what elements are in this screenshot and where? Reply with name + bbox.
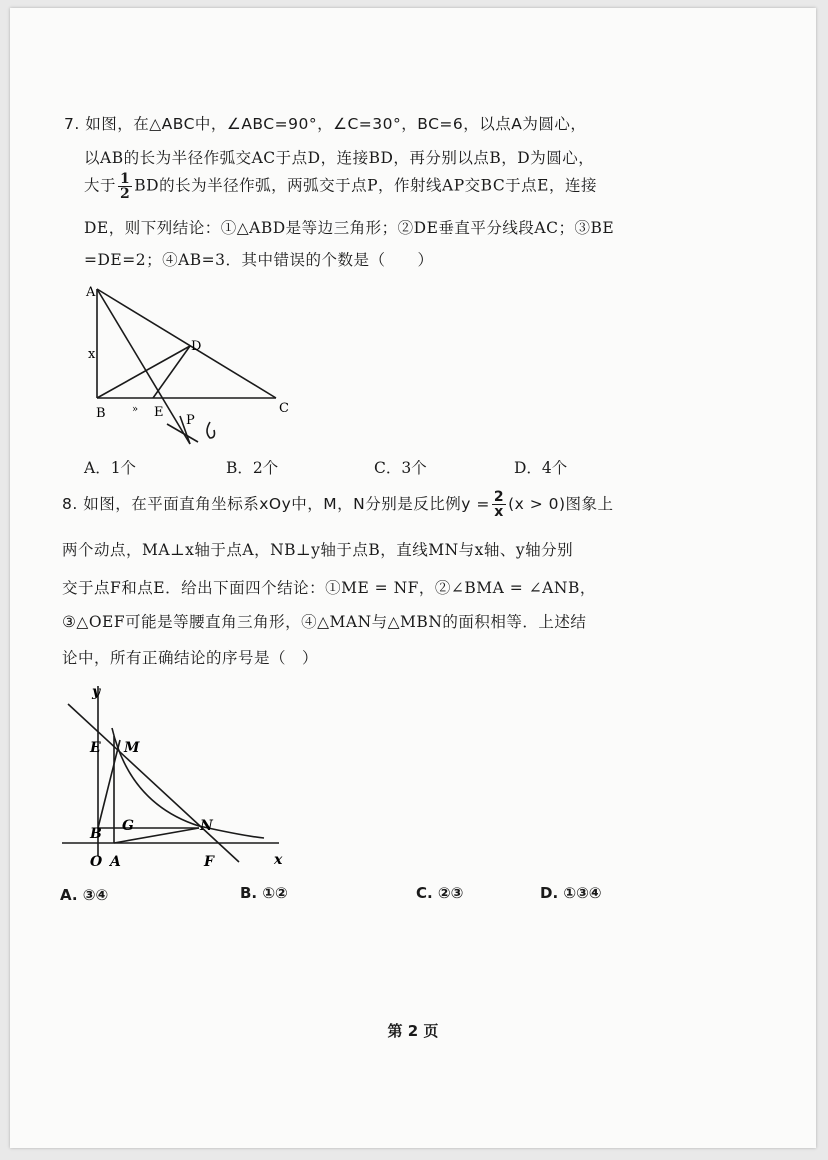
q7-fraction bbox=[118, 172, 132, 201]
q7-frac-den: 2 bbox=[120, 186, 131, 202]
q7-segment-bd bbox=[97, 346, 190, 398]
q7-option-d[interactable]: D．4个 bbox=[514, 459, 568, 477]
q8-line-1-pre: 8. 如图，在平面直角坐标系xOy中，M，N分别是反比例y = bbox=[62, 495, 490, 513]
q7-tick-marks: » bbox=[132, 404, 139, 415]
q7-label-p: P bbox=[186, 413, 195, 428]
q7-line-4: DE，则下列结论：①△ABD是等边三角形；②DE垂直平分线段AC；③BE bbox=[84, 219, 615, 237]
q7-line-3-pre: 大于 bbox=[84, 176, 117, 195]
q7-option-b[interactable]: B．2个 bbox=[226, 459, 279, 477]
q8-line-3: 交于点F和点E．给出下面四个结论：①ME = NF，②∠BMA = ∠ANB， bbox=[62, 579, 596, 597]
q8-frac-den: x bbox=[494, 504, 504, 520]
exam-page bbox=[10, 8, 816, 1148]
q8-line-4: ③△OEF可能是等腰直角三角形，④△MAN与△MBN的面积相等．上述结 bbox=[62, 613, 587, 631]
q8-label-f: F bbox=[204, 854, 214, 870]
q8-label-x: x bbox=[274, 852, 283, 868]
q7-figure bbox=[70, 272, 310, 452]
q7-label-a: A bbox=[86, 285, 96, 300]
q8-segment-bm bbox=[98, 740, 120, 828]
q8-option-d[interactable]: D. ①③④ bbox=[540, 884, 602, 902]
q8-label-m: M bbox=[124, 740, 140, 756]
q8-option-c[interactable]: C. ②③ bbox=[416, 884, 464, 902]
q8-label-a: A bbox=[110, 854, 121, 870]
q8-label-g: G bbox=[122, 818, 134, 834]
q8-fraction bbox=[492, 490, 506, 519]
q7-segment-de bbox=[153, 346, 190, 398]
q7-line-3 bbox=[84, 172, 597, 201]
q8-option-b[interactable]: B. ①② bbox=[240, 884, 288, 902]
q7-option-a[interactable]: A．1个 bbox=[84, 459, 137, 477]
q8-line-5: 论中，所有正确结论的序号是（ ） bbox=[62, 649, 319, 667]
q7-label-x: x bbox=[88, 347, 96, 362]
page-number: 第 2 页 bbox=[387, 1022, 439, 1040]
q8-label-e: E bbox=[90, 740, 101, 756]
q7-option-c[interactable]: C．3个 bbox=[374, 459, 427, 477]
q8-line-2: 两个动点，MA⊥x轴于点A，NB⊥y轴于点B，直线MN与x轴、y轴分别 bbox=[62, 541, 574, 559]
q7-frac-num: 1 bbox=[120, 171, 131, 187]
q7-side-ac bbox=[97, 289, 276, 398]
q7-label-e: E bbox=[154, 405, 164, 420]
q8-label-y: y bbox=[92, 684, 101, 700]
q7-line-3-post: BD的长为半径作弧，两弧交于点P，作射线AP交BC于点E，连接 bbox=[134, 176, 597, 195]
q7-line-1: 7. 如图，在△ABC中，∠ABC=90°，∠C=30°，BC=6，以点A为圆心， bbox=[64, 115, 587, 133]
q8-option-a[interactable]: A. ③④ bbox=[60, 886, 109, 904]
q8-line-1 bbox=[62, 490, 614, 519]
q8-line-1-post: (x > 0)图象上 bbox=[508, 495, 614, 513]
q7-label-b: B bbox=[96, 406, 106, 421]
q8-label-n: N bbox=[200, 818, 213, 834]
q8-label-b: B bbox=[90, 826, 102, 842]
q7-label-d: D bbox=[191, 339, 202, 354]
q8-figure bbox=[54, 676, 294, 876]
q7-handwritten-6 bbox=[207, 422, 215, 438]
q8-label-o: O bbox=[90, 854, 103, 870]
q7-line-2: 以AB的长为半径作弧交AC于点D，连接BD，再分别以点B，D为圆心， bbox=[84, 149, 595, 167]
q8-frac-num: 2 bbox=[493, 489, 505, 505]
q7-label-c: C bbox=[279, 401, 289, 416]
q7-line-5: =DE=2；④AB=3．其中错误的个数是（ ） bbox=[84, 251, 434, 269]
